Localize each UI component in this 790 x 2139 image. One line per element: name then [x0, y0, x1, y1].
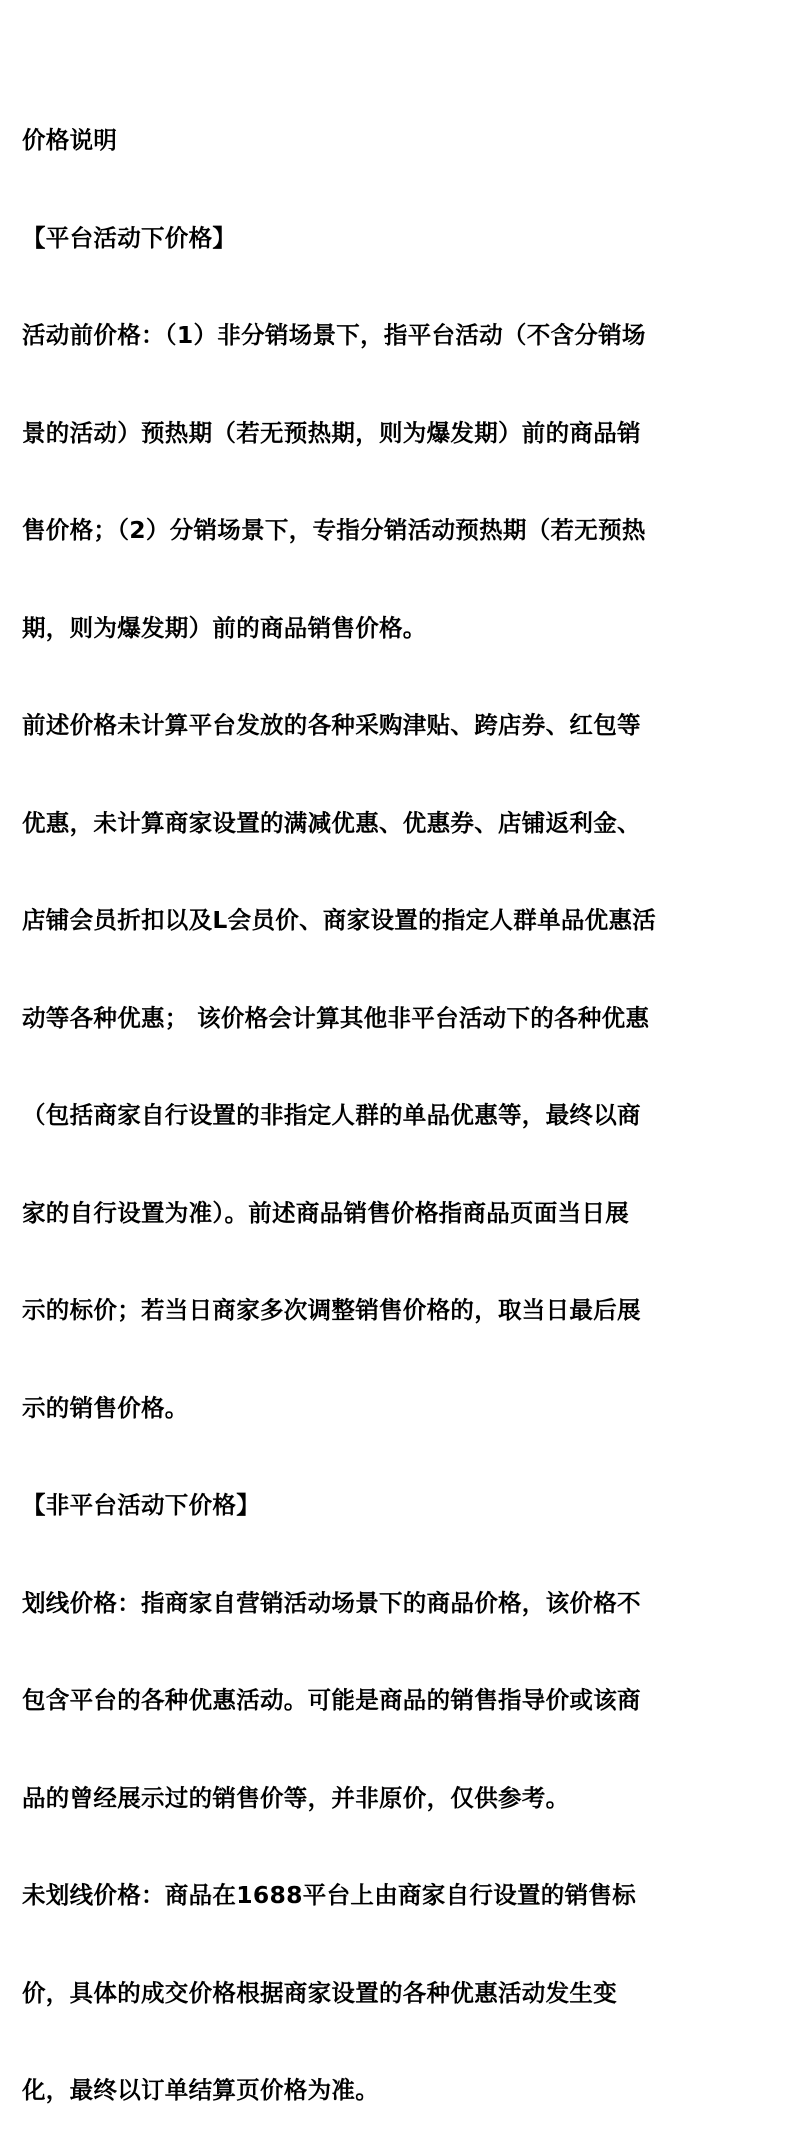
paragraph-line: 价，具体的成交价格根据商家设置的各种优惠活动发生变	[22, 1978, 617, 2007]
price-explanation-document	[22, 59, 782, 2139]
paragraph-line: 期，则为爆发期）前的商品销售价格。	[22, 613, 427, 642]
paragraph-line: 划线价格：指商家自营销活动场景下的商品价格，该价格不	[22, 1588, 641, 1617]
paragraph-line: 品的曾经展示过的销售价等，并非原价，仅供参考。	[22, 1783, 570, 1812]
section-heading-platform-activity: 【平台活动下价格】	[22, 223, 237, 252]
paragraph-line: 动等各种优惠； 该价格会计算其他非平台活动下的各种优惠	[22, 1003, 650, 1032]
paragraph-line: 示的销售价格。	[22, 1393, 189, 1422]
paragraph-line: 店铺会员折扣以及L会员价、商家设置的指定人群单品优惠活	[22, 906, 657, 934]
document-title: 价格说明	[22, 126, 118, 154]
paragraph-line: 优惠，未计算商家设置的满减优惠、优惠券、店铺返利金、	[22, 808, 641, 837]
paragraph-line: （包括商家自行设置的非指定人群的单品优惠等，最终以商	[22, 1101, 641, 1129]
paragraph-line: 前述价格未计算平台发放的各种采购津贴、跨店券、红包等	[22, 711, 641, 739]
paragraph-line: 家的自行设置为准）。前述商品销售价格指商品页面当日展	[22, 1198, 630, 1227]
paragraph-line: 包含平台的各种优惠活动。可能是商品的销售指导价或该商	[22, 1686, 641, 1714]
paragraph-line: 示的标价；若当日商家多次调整销售价格的，取当日最后展	[22, 1296, 641, 1324]
paragraph-line: 化，最终以订单结算页价格为准。	[22, 2076, 379, 2104]
paragraph-line: 售价格；（2）分销场景下，专指分销活动预热期（若无预热	[22, 516, 646, 544]
paragraph-line: 未划线价格：商品在1688平台上由商家自行设置的销售标	[22, 1881, 637, 1909]
paragraph-line: 景的活动）预热期（若无预热期，则为爆发期）前的商品销	[22, 418, 641, 447]
section-heading-non-platform-activity: 【非平台活动下价格】	[22, 1491, 260, 1519]
paragraph-line: 活动前价格：（1）非分销场景下，指平台活动（不含分销场	[22, 321, 646, 349]
